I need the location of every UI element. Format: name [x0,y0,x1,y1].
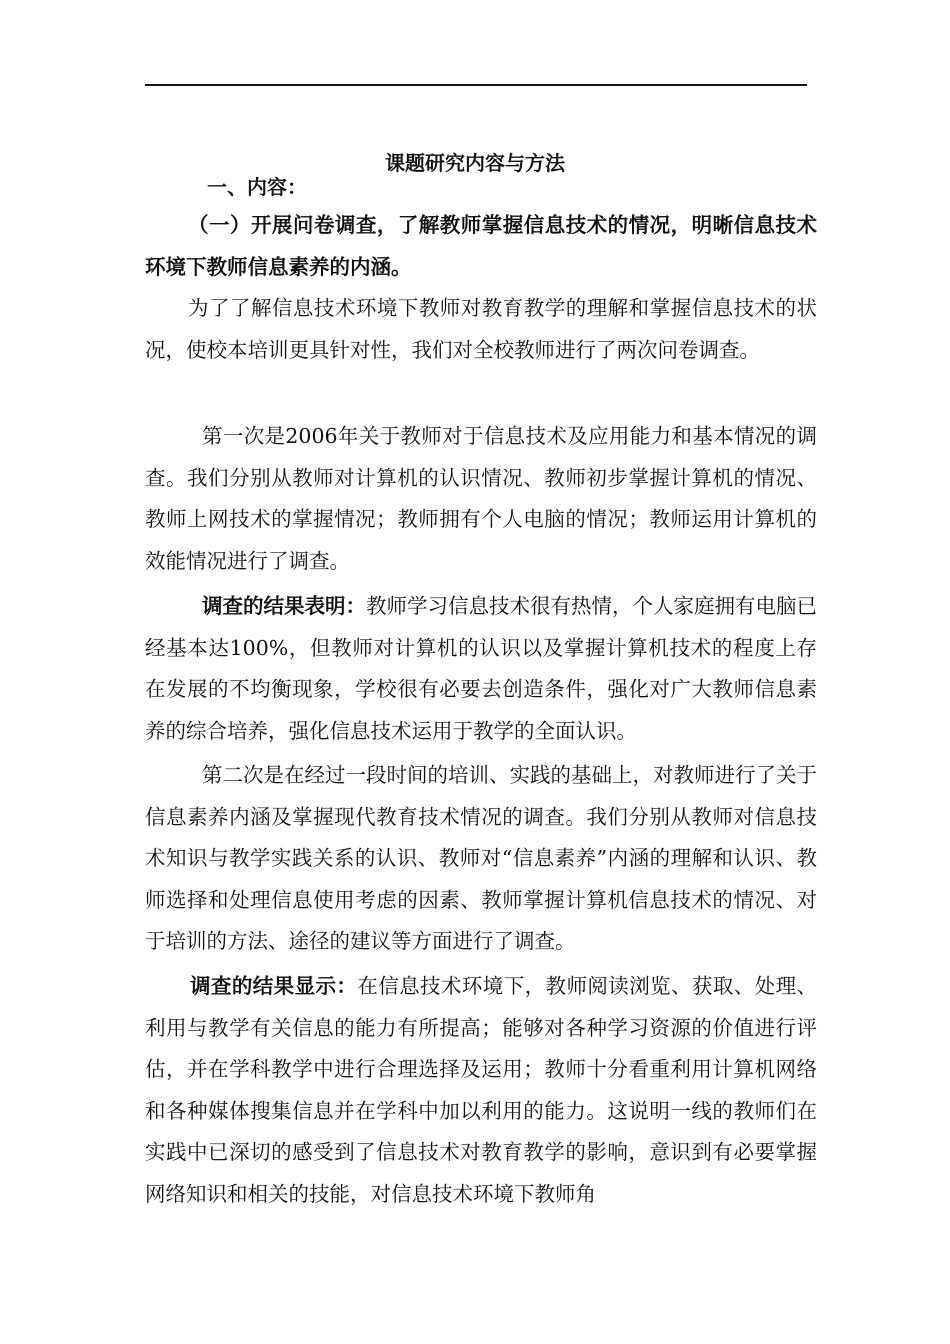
subsection-heading: （一）开展问卷调查，了解教师掌握信息技术的情况，明晰信息技术环境下教师信息素养的内涵。 [145,213,817,279]
paragraph-first-survey: 第一次是2006年关于教师对于信息技术及应用能力和基本情况的调查。我们分别从教师对计算机的认识情况、教师初步掌握计算机的情况、教师上网技术的掌握情况；教师拥有个人电脑的情况；教师运用计算机的效能情况进行了调查。 [145,424,817,573]
document-title: 课题研究内容与方法 [385,151,565,175]
paragraph-second-results [145,966,817,1215]
first-results-body: 教师学习信息技术很有热情，个人家庭拥有电脑已经基本达100%，但教师对计算机的认识以及掌握计算机技术的程度上存在发展的不均衡现象，学校很有必要去创造条件，强化对广大教师信息素养的综合培养，强化信息技术运用于教学的全面认识。 [145,594,817,743]
paragraph-intro: 为了了解信息技术环境下教师对教育教学的理解和掌握信息技术的状况，使校本培训更具针对性，我们对全校教师进行了两次问卷调查。 [145,296,817,362]
header-rule [145,84,807,86]
section-heading: 一、内容： [207,175,307,199]
first-results-lead: 调查的结果表明： [202,594,366,618]
second-results-lead: 调查的结果显示： [190,974,358,998]
second-results-body: 在信息技术环境下，教师阅读浏览、获取、处理、利用与教学有关信息的能力有所提高；能够对各种学习资源的价值进行评估，并在学科教学中进行合理选择及运用；教师十分看重利用计算机网络和各种媒体搜集信息并在学科中加以利用的能力。这说明一线的教师们在实践中已深切的感受到了信息技术对教育教学的影响，意识到有必要掌握网络知识和相关的技能，对信息技术环境下教师角 [145,974,818,1206]
paragraph-second-survey: 第二次是在经过一段时间的培训、实践的基础上，对教师进行了关于信息素养内涵及掌握现代教育技术情况的调查。我们分别从教师对信息技术知识与教学实践关系的认识、教师对“信息素养”内涵的理解和认识、教师选择和处理信息使用考虑的因素、教师掌握计算机信息技术的情况、对于培训的方法、途径的建议等方面进行了调查。 [145,763,817,953]
paragraph-first-results [145,586,817,752]
